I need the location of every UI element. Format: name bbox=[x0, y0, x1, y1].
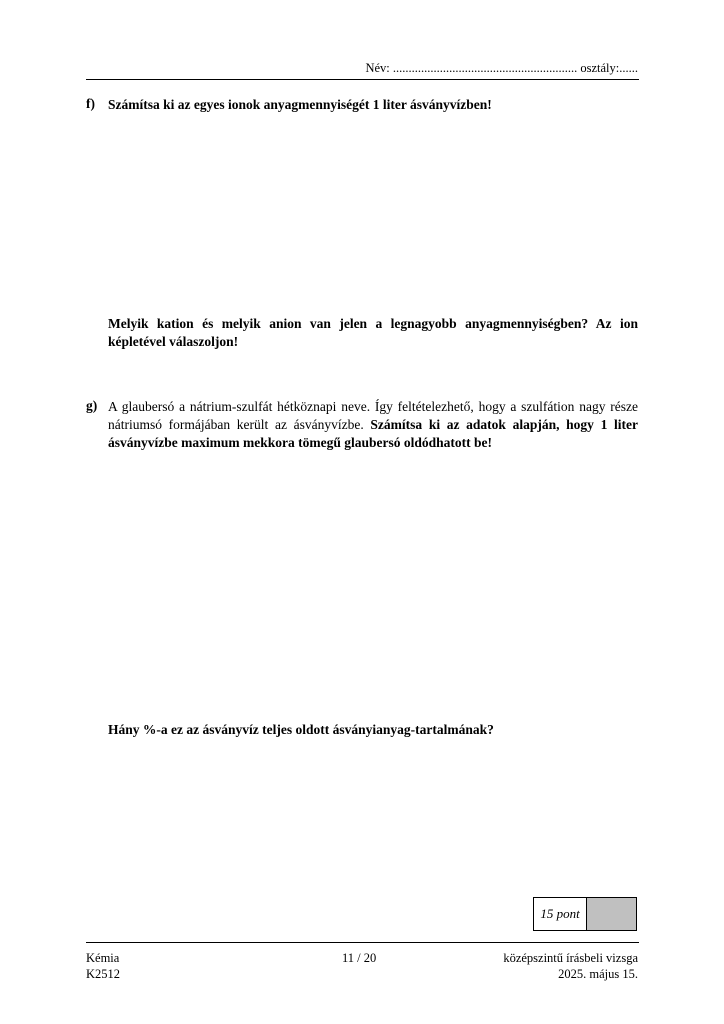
header-divider bbox=[86, 79, 639, 80]
question-f-text: Számítsa ki az egyes ionok anyagmennyiségét 1 liter ásványvízben! bbox=[108, 97, 492, 112]
question-g-subquestion: Hány %-a ez az ásványvíz teljes oldott ásványianyag-tartalmának? bbox=[108, 722, 494, 737]
name-class-field: Név: ........................................................... osztály:...... bbox=[365, 61, 638, 75]
footer-subject: Kémia bbox=[86, 951, 120, 965]
question-g-text bbox=[108, 398, 638, 452]
question-f-subquestion: Melyik kation és melyik anion van jelen a legnagyobb anyagmennyiségben? Az ion képletével válaszoljon! bbox=[108, 316, 638, 349]
score-box bbox=[533, 897, 637, 931]
score-field bbox=[587, 898, 636, 930]
question-g-text-bold: Számítsa ki az adatok alapján, hogy 1 liter ásványvízbe maximum mekkora tömegű glaubersó oldódhatott be! bbox=[108, 417, 638, 450]
question-g-label: g) bbox=[86, 398, 98, 413]
footer-divider bbox=[86, 942, 639, 943]
footer-code: K2512 bbox=[86, 967, 121, 981]
question-f-label: f) bbox=[86, 96, 95, 111]
page-number: 11 / 20 bbox=[342, 951, 377, 965]
footer-exam: középszintű írásbeli vizsga bbox=[503, 951, 638, 965]
question-g-text-plain: A glaubersó a nátrium-szulfát hétköznapi neve. Így feltételezhető, hogy a szulfátion nagy része nátriumsó formájában került az ásványvízbe. bbox=[108, 399, 638, 432]
score-label: 15 pont bbox=[534, 898, 587, 930]
footer-date: 2025. május 15. bbox=[558, 967, 638, 981]
